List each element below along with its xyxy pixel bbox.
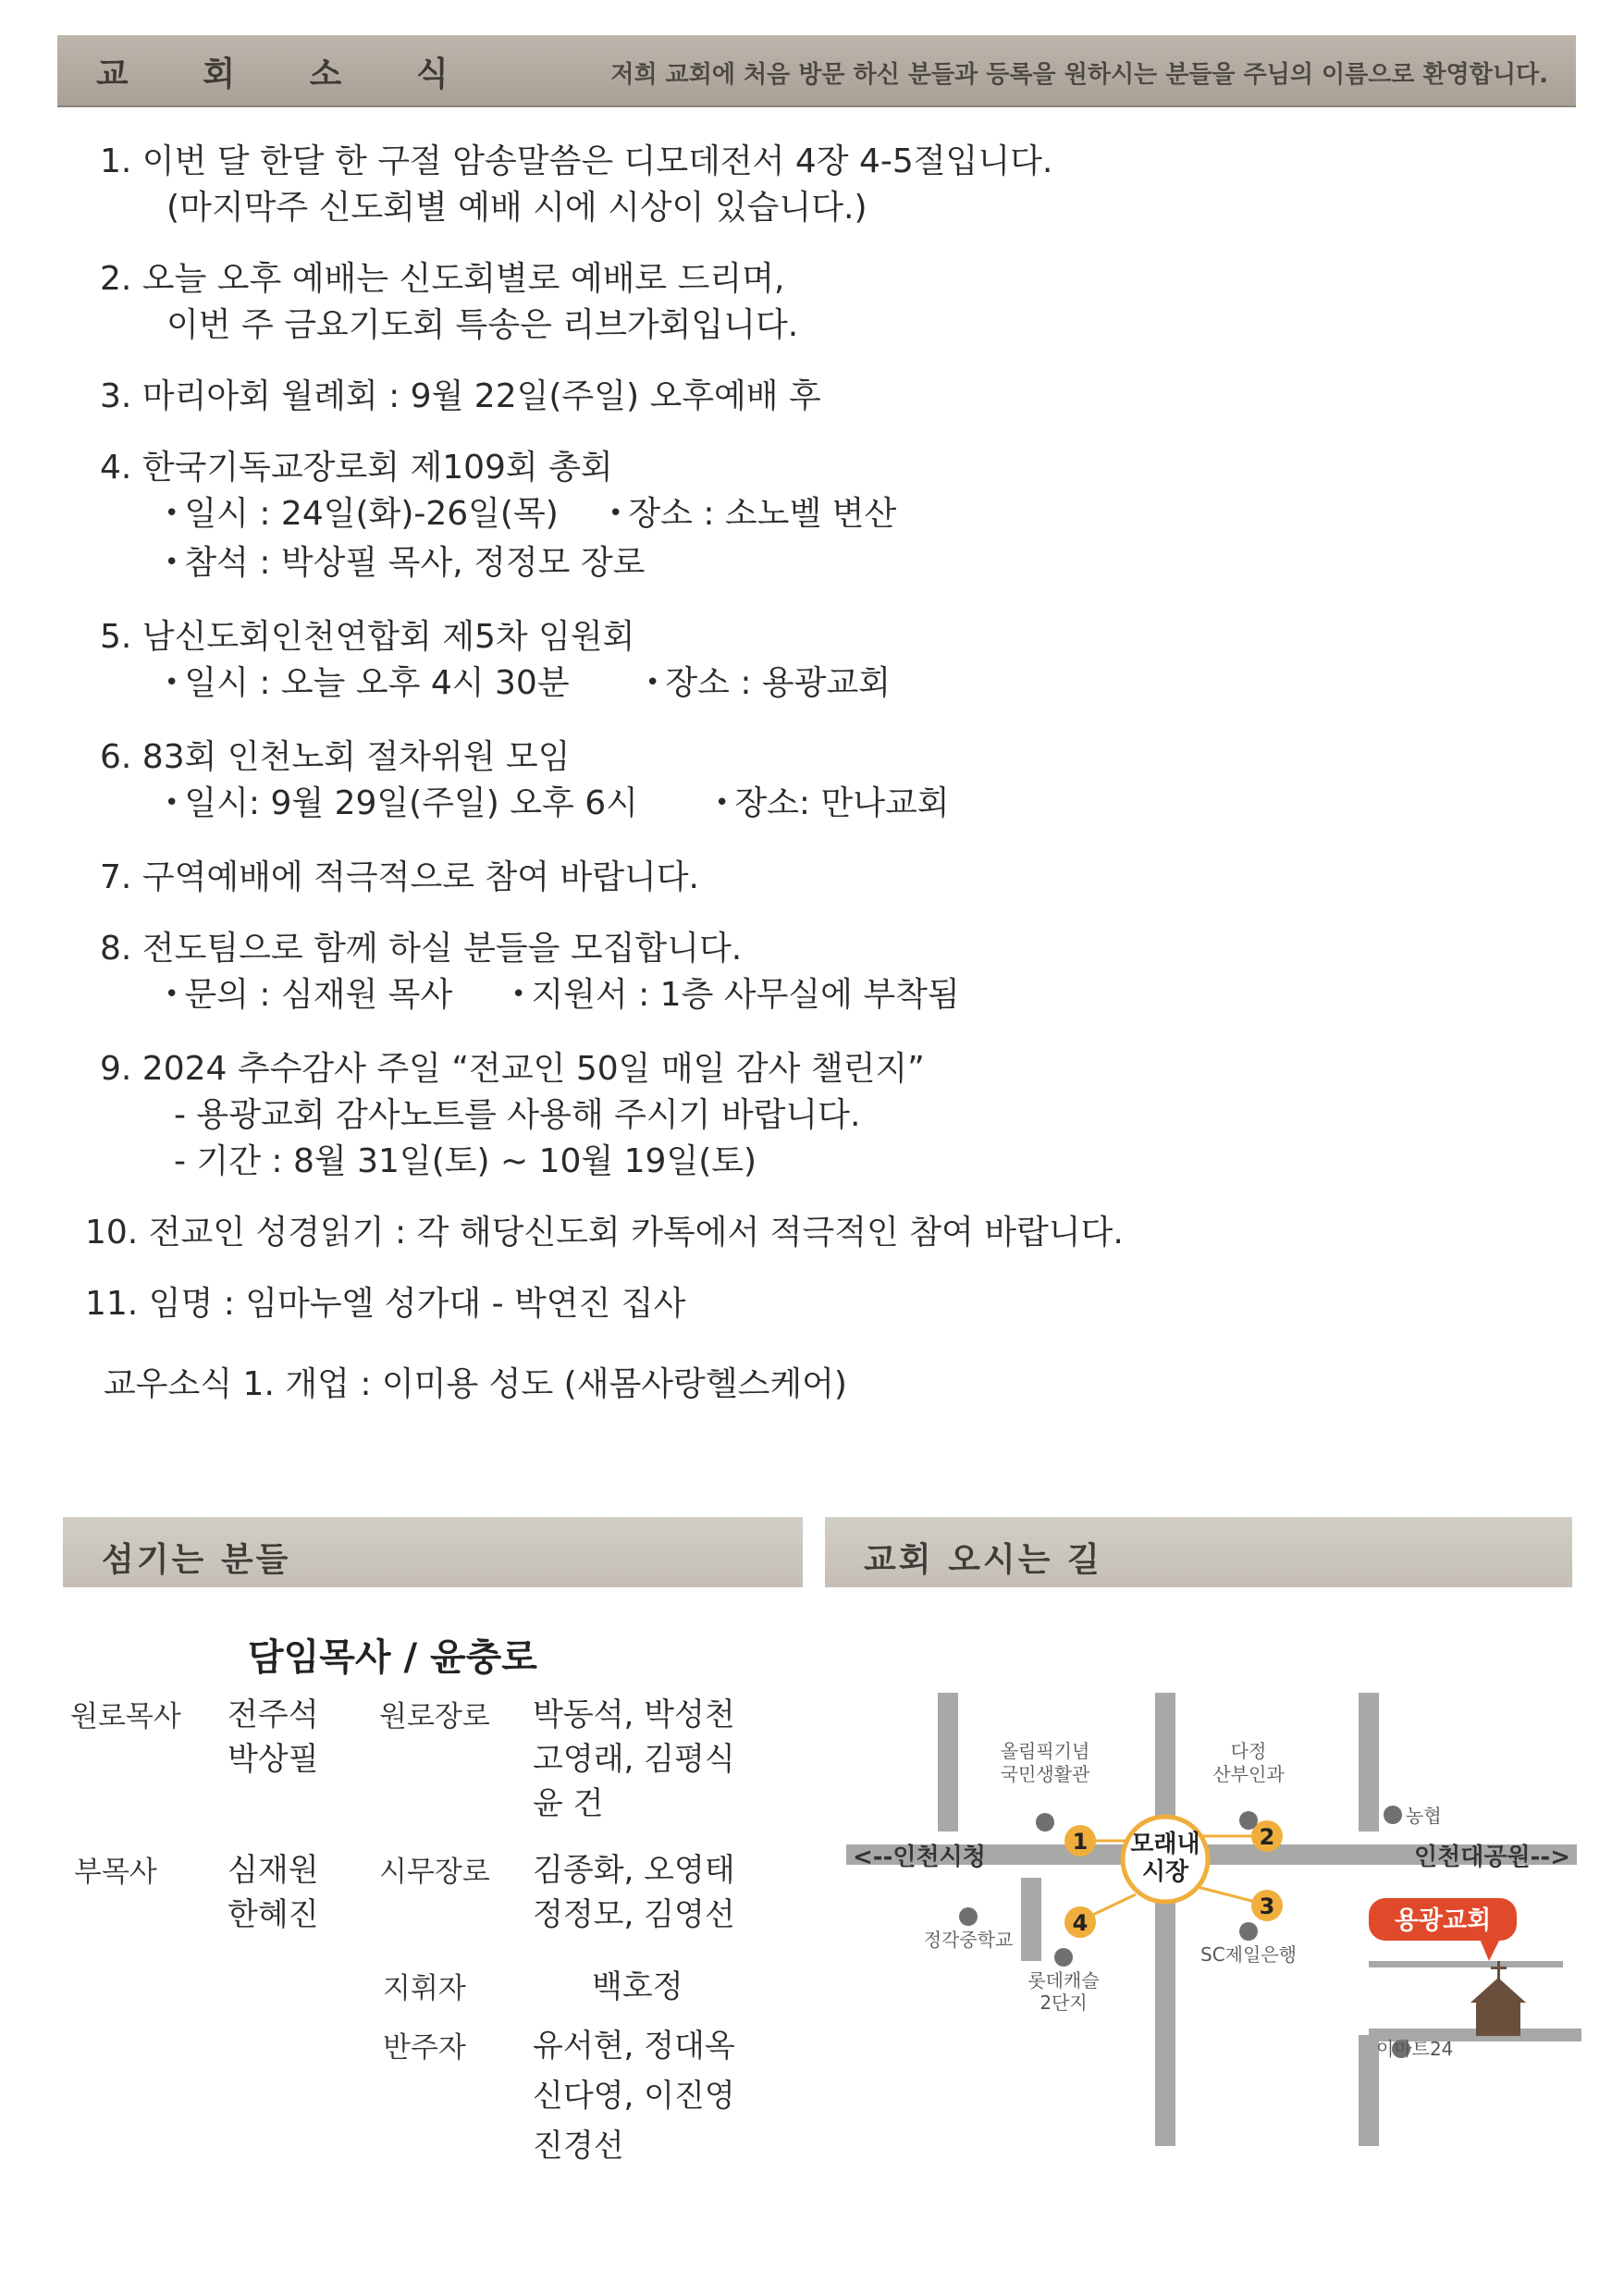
left-direction-label: <--인천시청 xyxy=(853,1844,986,1871)
notice-text: 7. 구역예배에 적극적으로 참여 바랍니다. xyxy=(100,858,699,896)
staff-name: 백호정 xyxy=(592,1968,683,2005)
staff-name: 한혜진 xyxy=(228,1896,319,1933)
notice-text: 6. 83회 인천노회 절차위원 모임 xyxy=(100,738,571,776)
directions-section-bar xyxy=(825,1517,1572,1587)
notice-bullet: • 일시 : 오늘 오후 4시 30분 xyxy=(165,660,570,709)
notice-bullet: • 지원서 : 1층 사무실에 부착됨 xyxy=(511,972,960,1021)
staff-name: 유서현, 정대옥 xyxy=(533,2028,735,2065)
servants-section-bar xyxy=(63,1517,803,1587)
clinic-label: 산부인과 xyxy=(1212,1763,1285,1785)
notice-item xyxy=(100,1046,1543,1185)
directions-section-title: 교회 오시는 길 xyxy=(864,1541,1102,1579)
notice-item xyxy=(100,614,1543,709)
olympic-label: 올림픽기념 xyxy=(1000,1740,1090,1762)
staff-role: 부목사 xyxy=(74,1856,157,1889)
clinic-label: 다정 xyxy=(1230,1740,1267,1762)
market-label: 시장 xyxy=(1141,1858,1189,1886)
staff-name: 박상필 xyxy=(228,1741,319,1778)
marker-1 xyxy=(1064,1825,1096,1856)
map-svg xyxy=(842,1684,1581,2155)
notice-text: - 기간 : 8월 31일(토) ~ 10월 19일(토) xyxy=(174,1142,757,1180)
notice-text: 3. 마리아회 월례회 : 9월 22일(주일) 오후예배 후 xyxy=(100,377,821,415)
notice-bullet: • 참석 : 박상필 목사, 정정모 장로 xyxy=(165,540,645,589)
notice-item xyxy=(100,256,1543,349)
staff-role: 원로장로 xyxy=(379,1700,490,1733)
staff-name: 박동석, 박성천 xyxy=(533,1696,735,1733)
senior-pastor: 담임목사 / 윤충로 xyxy=(248,1636,537,1679)
notice-item xyxy=(85,1281,1543,1327)
marker-3 xyxy=(1251,1890,1283,1921)
notice-bullet: • 문의 : 심재원 목사 xyxy=(165,972,452,1021)
staff-role: 반주자 xyxy=(383,2031,466,2065)
notice-text: 4. 한국기독교장로회 제109회 총회 xyxy=(100,449,613,487)
notice-text: 10. 전교인 성경읽기 : 각 해당신도회 카톡에서 적극적인 참여 바랍니다. xyxy=(85,1214,1124,1252)
olympic-dot xyxy=(1036,1813,1054,1832)
staff-name: 진경선 xyxy=(533,2128,624,2164)
notice-item xyxy=(100,926,1543,1021)
directions-map xyxy=(842,1684,1581,2155)
notice-bullet: • 장소: 만나교회 xyxy=(715,781,950,830)
sc-dot xyxy=(1239,1922,1258,1941)
notice-text: 9. 2024 추수감사 주일 “전교인 50일 매일 감사 챌린지” xyxy=(100,1050,925,1088)
svg-text:1: 1 xyxy=(1072,1829,1089,1855)
marker-4 xyxy=(1064,1906,1096,1938)
notice-item xyxy=(100,374,1543,420)
bank-dot xyxy=(1384,1806,1402,1824)
notice-bullet: • 일시: 9월 29일(주일) 오후 6시 xyxy=(165,781,638,830)
notice-text: - 용광교회 감사노트를 사용해 주시기 바랍니다. xyxy=(174,1096,861,1134)
market-label: 모래내 xyxy=(1130,1831,1200,1858)
notice-text: 이번 주 금요기도회 특송은 리브가회입니다. xyxy=(166,306,799,344)
svg-text:2: 2 xyxy=(1259,1824,1275,1850)
church-label: 용광교회 xyxy=(1394,1906,1492,1935)
school-label: 정각중학교 xyxy=(923,1929,1014,1951)
notice-text: (마지막주 신도회별 예배 시에 시상이 있습니다.) xyxy=(166,189,867,227)
notice-item xyxy=(85,1210,1543,1256)
notice-text: 11. 임명 : 임마누엘 성가대 - 박연진 집사 xyxy=(85,1285,686,1323)
olympic-label: 국민생활관 xyxy=(1000,1763,1090,1785)
notice-bullet: • 장소 : 소노벨 변산 xyxy=(609,491,896,540)
emart-label: 이마트24 xyxy=(1376,2038,1454,2060)
notice-item xyxy=(100,734,1543,830)
clinic-dot xyxy=(1239,1811,1258,1830)
lotte-label: 2단지 xyxy=(1040,1992,1088,2014)
bank-label: 농협 xyxy=(1406,1805,1442,1827)
notice-bullet: • 장소 : 용광교회 xyxy=(646,660,891,709)
right-direction-label: 인천대공원--> xyxy=(1414,1844,1570,1871)
staff-role: 시무장로 xyxy=(379,1856,490,1889)
staff-name: 신다영, 이진영 xyxy=(533,2078,735,2115)
staff-role: 원로목사 xyxy=(70,1700,181,1733)
staff-name: 전주석 xyxy=(228,1696,319,1733)
header-title: 교 회 소 식 xyxy=(96,56,480,93)
member-news: 교우소식 1. 개업 : 이미용 성도 (새몸사랑헬스케어) xyxy=(104,1365,847,1403)
lotte-label: 롯데캐슬 xyxy=(1027,1969,1100,1992)
notice-item xyxy=(100,445,1543,589)
notice-text: 8. 전도팀으로 함께 하실 분들을 모집합니다. xyxy=(100,930,743,968)
servants-section-title: 섬기는 분들 xyxy=(102,1541,291,1579)
notice-text: 2. 오늘 오후 예배는 신도회별로 예배로 드리며, xyxy=(100,260,785,298)
notice-item xyxy=(100,139,1543,231)
notice-text: 1. 이번 달 한달 한 구절 암송말씀은 디모데전서 4장 4-5절입니다. xyxy=(100,142,1053,180)
svg-text:3: 3 xyxy=(1259,1893,1275,1919)
school-dot xyxy=(959,1907,978,1926)
staff-name: 심재원 xyxy=(228,1852,319,1889)
header-bar xyxy=(57,35,1576,107)
staff-role: 지휘자 xyxy=(383,1972,466,2005)
notice-text: 5. 남신도회인천연합회 제5차 임원회 xyxy=(100,618,635,656)
lotte-dot xyxy=(1054,1948,1073,1967)
notice-bullet: • 일시 : 24일(화)-26일(목) xyxy=(165,491,559,540)
staff-name: 윤 건 xyxy=(533,1785,604,1822)
header-subtitle: 저희 교회에 처음 방문 하신 분들과 등록을 원하시는 분들을 주님의 이름으로 환영합니다. xyxy=(610,61,1548,89)
svg-text:4: 4 xyxy=(1072,1910,1089,1936)
church-building-icon xyxy=(1470,1961,1526,2036)
staff-name: 김종화, 오영태 xyxy=(533,1852,735,1889)
staff-name: 고영래, 김평식 xyxy=(533,1741,735,1778)
staff-name: 정정모, 김영선 xyxy=(533,1896,735,1933)
notice-list xyxy=(85,139,1543,1352)
sc-label: SC제일은행 xyxy=(1200,1943,1297,1966)
notice-item xyxy=(100,855,1543,901)
